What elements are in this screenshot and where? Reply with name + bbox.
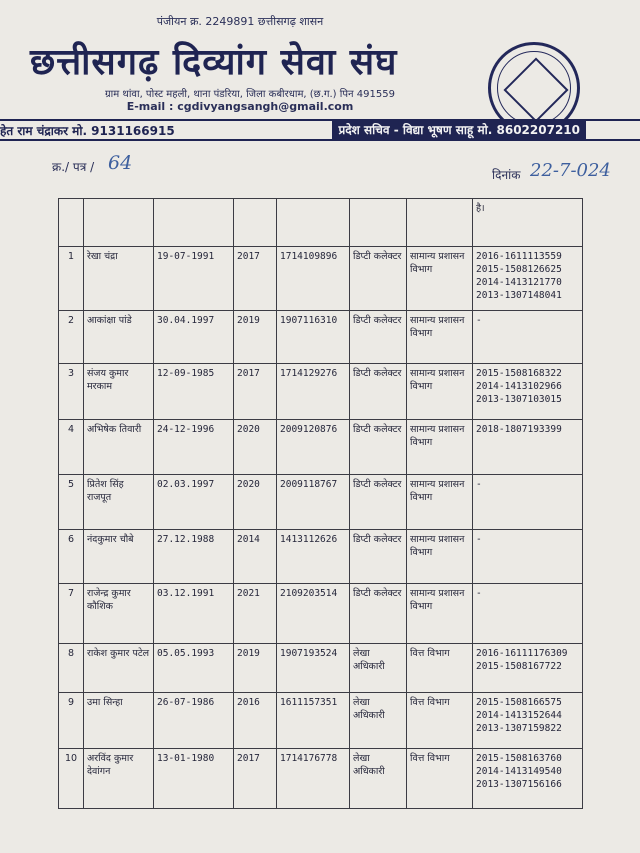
table-header-cell xyxy=(350,199,407,247)
post-cell: डिप्टी कलेक्टर xyxy=(350,364,407,420)
roll-number-cell: 1611157351 xyxy=(277,693,350,749)
previous-roll-entry: 2014-1413121770 xyxy=(476,277,562,288)
previous-rolls-cell xyxy=(473,420,583,475)
serial-number-cell: 4 xyxy=(59,420,84,475)
dob-cell: 30.04.1997 xyxy=(154,311,234,364)
table-row xyxy=(59,749,583,809)
department-cell: वित्त विभाग xyxy=(407,644,473,693)
table-row xyxy=(59,420,583,475)
previous-roll-entry: 2013-1307103015 xyxy=(476,394,562,405)
year-cell: 2019 xyxy=(234,644,277,693)
post-cell: डिप्टी कलेक्टर xyxy=(350,475,407,530)
date-value: 22-7-024 xyxy=(530,160,611,181)
previous-rolls-cell xyxy=(473,644,583,693)
year-cell: 2020 xyxy=(234,475,277,530)
dob-cell: 13-01-1980 xyxy=(154,749,234,809)
name-cell: राकेश कुमार पटेल xyxy=(84,644,154,693)
previous-roll-entry: 2014-1413152644 xyxy=(476,710,562,721)
table-row xyxy=(59,311,583,364)
table-header-row xyxy=(59,199,583,247)
previous-rolls-cell xyxy=(473,530,583,584)
table-row xyxy=(59,530,583,584)
contact-bar xyxy=(0,119,640,141)
table-header-cell xyxy=(59,199,84,247)
table-header-cell: है। xyxy=(473,199,583,247)
department-cell: वित्त विभाग xyxy=(407,693,473,749)
table-header-cell xyxy=(84,199,154,247)
name-cell: आकांक्षा पांडे xyxy=(84,311,154,364)
previous-roll-entry: 2016-1611113559 xyxy=(476,251,562,262)
date-label: दिनांक xyxy=(492,168,521,182)
previous-roll-entry: - xyxy=(476,588,482,599)
previous-rolls-cell xyxy=(473,693,583,749)
previous-roll-entry: - xyxy=(476,479,482,490)
serial-number-cell: 2 xyxy=(59,311,84,364)
table-row xyxy=(59,475,583,530)
department-cell: सामान्य प्रशासन विभाग xyxy=(407,364,473,420)
candidate-table xyxy=(58,198,583,809)
previous-rolls-cell xyxy=(473,364,583,420)
previous-roll-entry: 2015-1508168322 xyxy=(476,368,562,379)
previous-roll-entry: 2013-1307148041 xyxy=(476,290,562,301)
contact-right: प्रदेश सचिव - विद्या भूषण साहू मो. 8602207210 xyxy=(332,121,586,139)
department-cell: सामान्य प्रशासन विभाग xyxy=(407,420,473,475)
previous-roll-entry: - xyxy=(476,315,482,326)
year-cell: 2021 xyxy=(234,584,277,644)
organization-address: ग्राम थांवा, पोस्ट महली, थाना पंडरिया, जिला कबीरधाम, (छ.ग.) पिन 491559 xyxy=(105,89,395,100)
dob-cell: 19-07-1991 xyxy=(154,247,234,311)
roll-number-cell: 2009118767 xyxy=(277,475,350,530)
dob-cell: 26-07-1986 xyxy=(154,693,234,749)
serial-number-cell: 9 xyxy=(59,693,84,749)
post-cell: डिप्टी कलेक्टर xyxy=(350,311,407,364)
name-cell: उमा सिन्हा xyxy=(84,693,154,749)
name-cell: अरविंद कुमार देवांगन xyxy=(84,749,154,809)
serial-number-cell: 1 xyxy=(59,247,84,311)
previous-rolls-cell xyxy=(473,247,583,311)
post-cell: लेखा अधिकारी xyxy=(350,749,407,809)
roll-number-cell: 1413112626 xyxy=(277,530,350,584)
post-cell: लेखा अधिकारी xyxy=(350,644,407,693)
previous-roll-entry: 2016-16111176309 xyxy=(476,648,568,659)
previous-roll-entry: 2013-1307156166 xyxy=(476,779,562,790)
department-cell: सामान्य प्रशासन विभाग xyxy=(407,530,473,584)
roll-number-cell: 2109203514 xyxy=(277,584,350,644)
previous-roll-entry: 2015-1508163760 xyxy=(476,753,562,764)
dob-cell: 05.05.1993 xyxy=(154,644,234,693)
table-row xyxy=(59,247,583,311)
serial-number-cell: 10 xyxy=(59,749,84,809)
serial-number-cell: 7 xyxy=(59,584,84,644)
serial-number-cell: 6 xyxy=(59,530,84,584)
previous-roll-entry: - xyxy=(476,534,482,545)
roll-number-cell: 1714129276 xyxy=(277,364,350,420)
table-header-cell xyxy=(407,199,473,247)
previous-rolls-cell xyxy=(473,584,583,644)
previous-roll-entry: 2015-1508166575 xyxy=(476,697,562,708)
table-row xyxy=(59,584,583,644)
name-cell: नंदकुमार चौबे xyxy=(84,530,154,584)
year-cell: 2017 xyxy=(234,749,277,809)
post-cell: डिप्टी कलेक्टर xyxy=(350,530,407,584)
previous-roll-entry: 2013-1307159822 xyxy=(476,723,562,734)
roll-number-cell: 1907193524 xyxy=(277,644,350,693)
table-header-cell xyxy=(277,199,350,247)
name-cell: रेखा चंद्रा xyxy=(84,247,154,311)
post-cell: लेखा अधिकारी xyxy=(350,693,407,749)
year-cell: 2016 xyxy=(234,693,277,749)
roll-number-cell: 2009120876 xyxy=(277,420,350,475)
dob-cell: 24-12-1996 xyxy=(154,420,234,475)
department-cell: सामान्य प्रशासन विभाग xyxy=(407,584,473,644)
department-cell: सामान्य प्रशासन विभाग xyxy=(407,475,473,530)
previous-rolls-cell xyxy=(473,475,583,530)
serial-number-cell: 3 xyxy=(59,364,84,420)
department-cell: सामान्य प्रशासन विभाग xyxy=(407,311,473,364)
previous-roll-entry: 2014-1413102966 xyxy=(476,381,562,392)
reference-label: क्र./ पत्र / xyxy=(52,160,95,174)
previous-roll-entry: 2015-1508126625 xyxy=(476,264,562,275)
post-cell: डिप्टी कलेक्टर xyxy=(350,420,407,475)
reference-number: 64 xyxy=(108,152,133,174)
organization-title: छत्तीसगढ़ दिव्यांग सेवा संघ xyxy=(30,42,398,83)
table-row xyxy=(59,693,583,749)
contact-left: हेत राम चंद्राकर मो. 9131166915 xyxy=(0,124,175,138)
post-cell: डिप्टी कलेक्टर xyxy=(350,247,407,311)
dob-cell: 12-09-1985 xyxy=(154,364,234,420)
roll-number-cell: 1907116310 xyxy=(277,311,350,364)
table-header-cell xyxy=(154,199,234,247)
name-cell: अभिषेक तिवारी xyxy=(84,420,154,475)
year-cell: 2020 xyxy=(234,420,277,475)
previous-roll-entry: 2014-1413149540 xyxy=(476,766,562,777)
table-header-cell xyxy=(234,199,277,247)
dob-cell: 02.03.1997 xyxy=(154,475,234,530)
department-cell: वित्त विभाग xyxy=(407,749,473,809)
year-cell: 2014 xyxy=(234,530,277,584)
dob-cell: 27.12.1988 xyxy=(154,530,234,584)
roll-number-cell: 1714109896 xyxy=(277,247,350,311)
table-row xyxy=(59,644,583,693)
previous-rolls-cell xyxy=(473,311,583,364)
registration-number: पंजीयन क्र. 2249891 छत्तीसगढ़ शासन xyxy=(156,15,324,28)
previous-roll-entry: 2015-1508167722 xyxy=(476,661,562,672)
serial-number-cell: 8 xyxy=(59,644,84,693)
organization-email: E-mail : cgdivyangsangh@gmail.com xyxy=(126,100,354,113)
department-cell: सामान्य प्रशासन विभाग xyxy=(407,247,473,311)
name-cell: प्रितेश सिंह राजपूत xyxy=(84,475,154,530)
year-cell: 2017 xyxy=(234,364,277,420)
name-cell: राजेन्द्र कुमार कौशिक xyxy=(84,584,154,644)
year-cell: 2019 xyxy=(234,311,277,364)
dob-cell: 03.12.1991 xyxy=(154,584,234,644)
name-cell: संजय कुमार मरकाम xyxy=(84,364,154,420)
table-row xyxy=(59,364,583,420)
previous-rolls-cell xyxy=(473,749,583,809)
year-cell: 2017 xyxy=(234,247,277,311)
post-cell: डिप्टी कलेक्टर xyxy=(350,584,407,644)
previous-roll-entry: 2018-1807193399 xyxy=(476,424,562,435)
roll-number-cell: 1714176778 xyxy=(277,749,350,809)
serial-number-cell: 5 xyxy=(59,475,84,530)
